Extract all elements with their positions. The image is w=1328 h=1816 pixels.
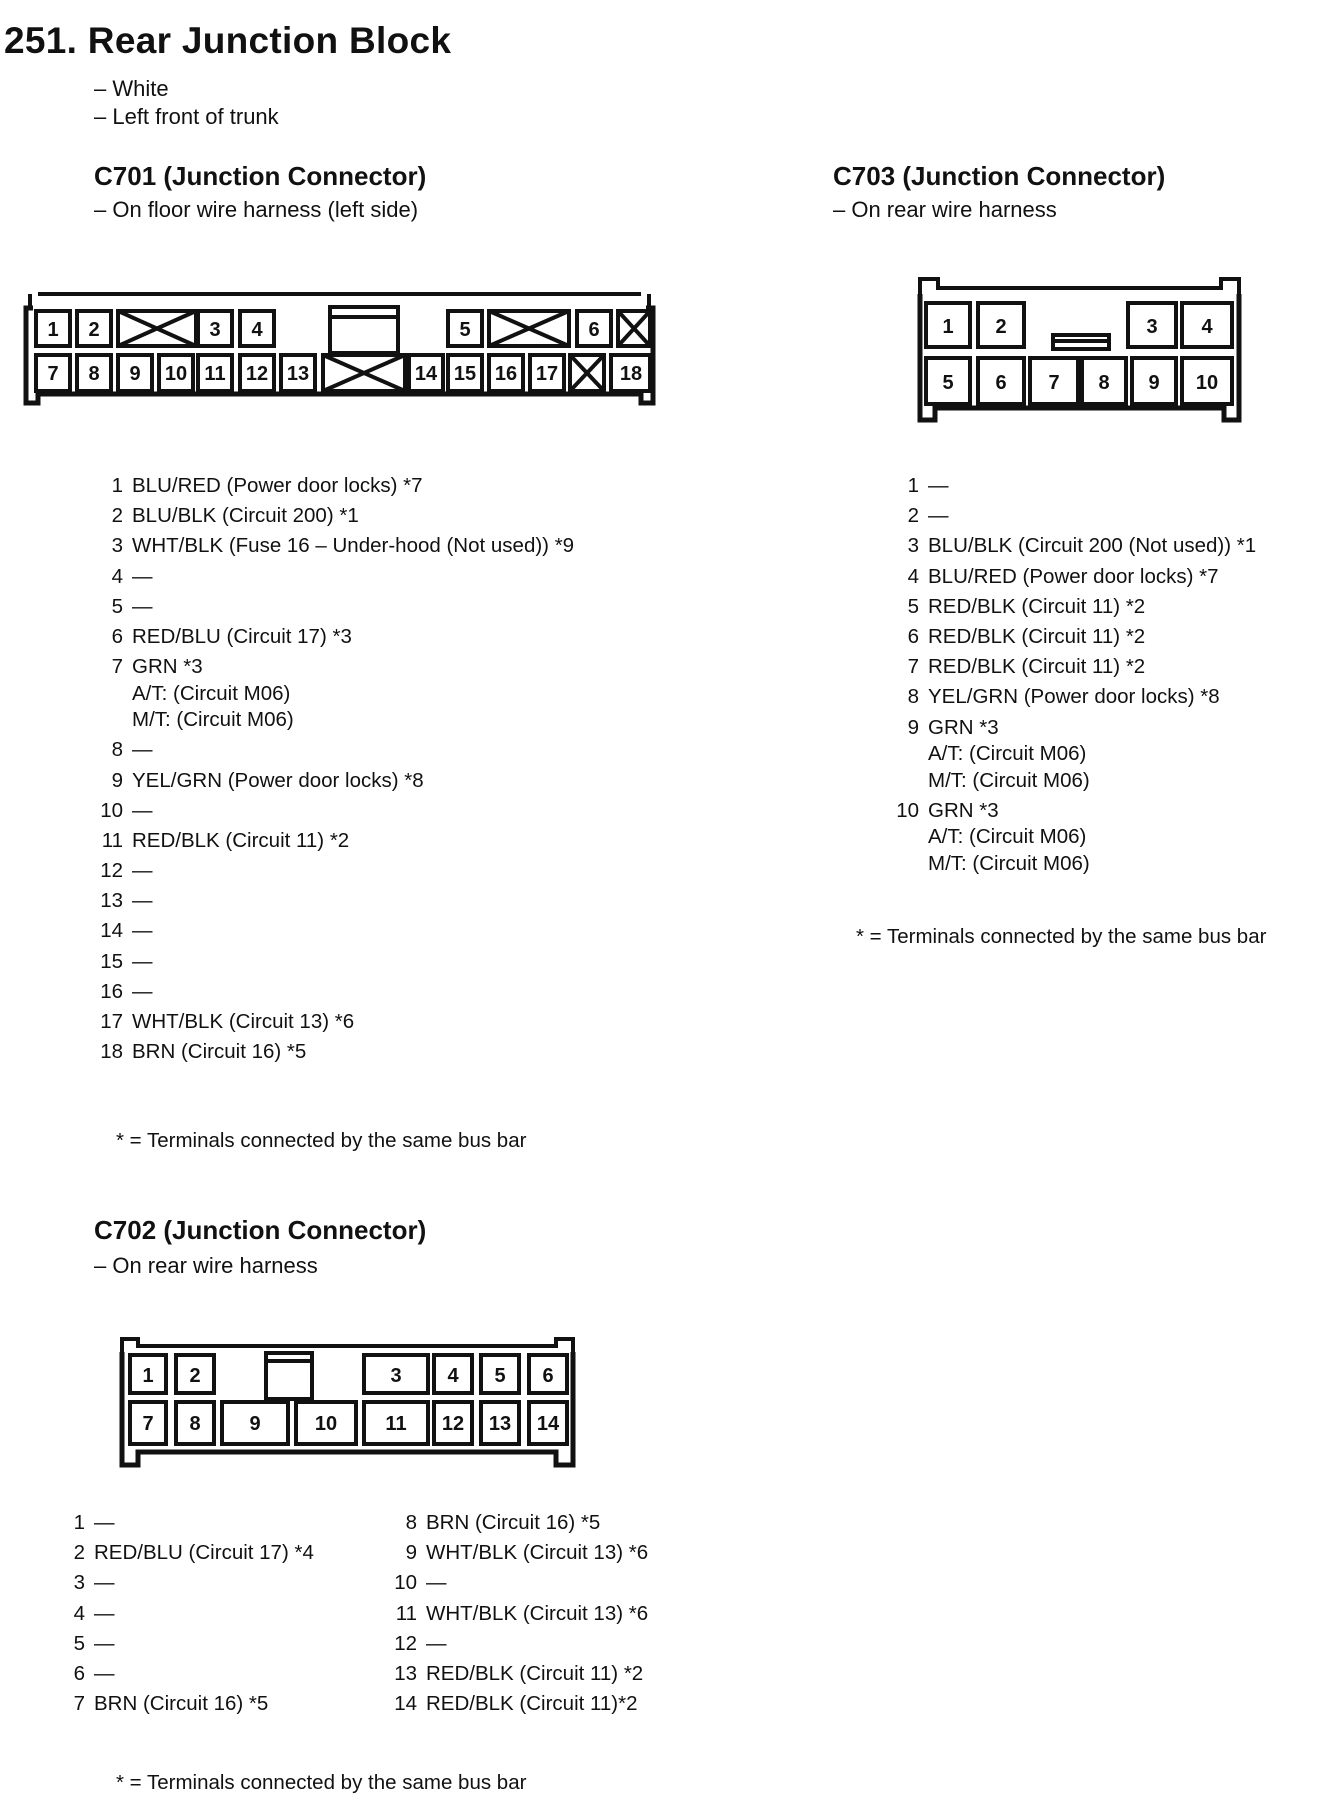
pin-description: GRN *3 <box>928 715 999 739</box>
c702-terminal-3: 3 <box>390 1365 402 1387</box>
detail-color: – White <box>94 76 169 101</box>
pin-row <box>384 1632 648 1662</box>
pin-number: 4 <box>73 1601 85 1625</box>
pin-number: 14 <box>394 1692 417 1716</box>
pin-number: 9 <box>111 768 123 792</box>
pin-number: 7 <box>907 655 919 679</box>
pin-description: WHT/BLK (Circuit 13) *6 <box>426 1601 649 1625</box>
pin-number: 2 <box>907 504 919 528</box>
c702-terminal-10: 10 <box>314 1413 338 1435</box>
pin-description: YEL/GRN (Power door locks) *8 <box>928 685 1220 709</box>
pin-description: GRN *3 <box>132 655 203 679</box>
pin-number: 1 <box>907 474 919 497</box>
pin-number: 12 <box>394 1631 417 1655</box>
c701-terminal-11: 11 <box>204 363 226 385</box>
pin-description: — <box>426 1571 447 1595</box>
pin-subnote: A/T: (Circuit M06) <box>928 742 1087 765</box>
pin-subnote: M/T: (Circuit M06) <box>132 708 294 732</box>
pin-number: 8 <box>907 685 919 709</box>
pin-number: 3 <box>907 534 919 558</box>
pin-description: RED/BLU (Circuit 17) *4 <box>94 1541 314 1565</box>
detail-location: – Left front of trunk <box>94 104 279 129</box>
pin-number: 9 <box>405 1541 417 1565</box>
pin-description: — <box>426 1631 447 1655</box>
c703-terminal-3: 3 <box>1146 316 1158 338</box>
pin-description: — <box>132 919 153 943</box>
c703-terminal-2: 2 <box>995 316 1007 338</box>
pin-number: 4 <box>907 564 919 588</box>
pin-description: RED/BLK (Circuit 11) *2 <box>928 594 1146 618</box>
pin-number: 8 <box>405 1511 417 1534</box>
pin-number: 11 <box>101 828 123 852</box>
pin-number: 6 <box>111 624 123 648</box>
pin-number: 8 <box>111 738 123 762</box>
pin-number: 5 <box>111 594 123 618</box>
pin-description: — <box>132 798 153 822</box>
pin-description: — <box>132 949 153 973</box>
c703-header: C703 (Junction Connector) <box>833 161 1166 191</box>
pin-row <box>52 1541 314 1571</box>
c702-terminal-12: 12 <box>441 1413 465 1435</box>
pin-description: WHT/BLK (Fuse 16 – Under-hood (Not used)) *9 <box>132 534 575 558</box>
c702-terminal-1: 1 <box>142 1365 154 1387</box>
pin-number: 15 <box>100 949 123 973</box>
pin-row <box>52 1602 314 1632</box>
c701-terminal-17: 17 <box>535 363 559 385</box>
c701-terminal-3: 3 <box>209 319 221 341</box>
pin-number: 1 <box>73 1511 85 1534</box>
pin-number: 3 <box>111 534 123 558</box>
c701-terminal-16: 16 <box>494 363 518 385</box>
pin-description: — <box>94 1601 115 1625</box>
pin-description: — <box>132 564 153 588</box>
pin-number: 6 <box>73 1661 85 1685</box>
pin-description: BLU/BLK (Circuit 200 (Not used)) *1 <box>928 534 1257 558</box>
pin-description: BLU/RED (Power door locks) *7 <box>132 474 423 497</box>
c701-terminal-18: 18 <box>619 363 643 385</box>
c701-terminal-7: 7 <box>47 363 59 385</box>
c702-terminal-11: 11 <box>385 1413 407 1435</box>
pin-description: — <box>94 1631 115 1655</box>
pin-number: 2 <box>73 1541 85 1565</box>
c702-terminal-5: 5 <box>494 1365 506 1387</box>
c701-terminal-4: 4 <box>251 319 263 341</box>
pin-description: BLU/BLK (Circuit 200) *1 <box>132 504 359 528</box>
pin-description: RED/BLK (Circuit 11) *2 <box>928 624 1146 648</box>
pin-subnote: A/T: (Circuit M06) <box>132 681 291 705</box>
pin-number: 12 <box>100 859 123 883</box>
pin-row <box>52 1692 314 1722</box>
c701-terminal-10: 10 <box>164 363 188 385</box>
c702-location: – On rear wire harness <box>94 1253 318 1278</box>
c703-terminal-1: 1 <box>942 316 954 338</box>
pin-number: 10 <box>394 1571 417 1595</box>
c702-terminal-6: 6 <box>542 1365 554 1387</box>
pin-description: — <box>94 1661 115 1685</box>
pin-row <box>384 1511 648 1541</box>
pin-row <box>384 1571 648 1601</box>
pin-subnote: M/T: (Circuit M06) <box>928 768 1090 792</box>
c703-note: * = Terminals connected by the same bus bar <box>856 925 1267 948</box>
pin-number: 9 <box>907 715 919 739</box>
pin-description: RED/BLK (Circuit 11) *2 <box>928 655 1146 679</box>
pin-description: BRN (Circuit 16) *5 <box>132 1040 307 1064</box>
c703-terminal-10: 10 <box>1195 372 1219 394</box>
pin-row <box>52 1632 314 1662</box>
c702-terminal-13: 13 <box>488 1413 512 1435</box>
c701-header: C701 (Junction Connector) <box>94 161 427 191</box>
c703-terminal-4: 4 <box>1201 316 1213 338</box>
pin-subnote: A/T: (Circuit M06) <box>928 825 1087 849</box>
c701-note: * = Terminals connected by the same bus bar <box>116 1129 527 1152</box>
pin-number: 14 <box>100 919 123 943</box>
pin-number: 18 <box>100 1040 123 1064</box>
pin-subnote: M/T: (Circuit M06) <box>928 851 1090 875</box>
pin-description: GRN *3 <box>928 798 999 822</box>
c702-note: * = Terminals connected by the same bus bar <box>116 1771 527 1794</box>
pin-number: 1 <box>111 474 123 497</box>
pin-description: BRN (Circuit 16) *5 <box>426 1511 601 1534</box>
pin-number: 11 <box>395 1601 417 1625</box>
pin-number: 10 <box>896 798 919 822</box>
pin-description: — <box>928 474 949 497</box>
pin-number: 6 <box>907 624 919 648</box>
c703-terminal-6: 6 <box>995 372 1007 394</box>
pin-description: — <box>132 594 153 618</box>
c701-terminal-8: 8 <box>88 363 100 385</box>
pin-description: WHT/BLK (Circuit 13) *6 <box>132 1010 355 1033</box>
pin-description: — <box>132 979 153 1003</box>
pin-description: — <box>132 738 153 762</box>
pin-number: 4 <box>111 564 123 588</box>
c703-terminal-5: 5 <box>942 372 954 394</box>
pin-number: 2 <box>111 504 123 528</box>
c701-terminal-12: 12 <box>245 363 269 385</box>
pin-number: 17 <box>100 1010 123 1033</box>
c703-terminal-9: 9 <box>1148 372 1160 394</box>
pin-description: RED/BLK (Circuit 11)*2 <box>426 1692 638 1716</box>
c701-terminal-9: 9 <box>129 363 141 385</box>
c702-pin-list-left <box>52 1511 314 1722</box>
pin-number: 3 <box>73 1571 85 1595</box>
c702-terminal-14: 14 <box>536 1413 560 1435</box>
pin-description: — <box>132 889 153 913</box>
c702-terminal-7: 7 <box>142 1413 154 1435</box>
pin-description: — <box>132 859 153 883</box>
pin-number: 13 <box>394 1661 417 1685</box>
c701-terminal-13: 13 <box>286 363 310 385</box>
pin-description: BLU/RED (Power door locks) *7 <box>928 564 1219 588</box>
pin-number: 10 <box>100 798 123 822</box>
c701-terminal-6: 6 <box>588 319 600 341</box>
pin-number: 16 <box>100 979 123 1003</box>
pin-number: 5 <box>907 594 919 618</box>
pin-description: — <box>928 504 949 528</box>
c701-terminal-15: 15 <box>453 363 477 385</box>
c702-terminal-4: 4 <box>447 1365 459 1387</box>
pin-row <box>384 1541 648 1571</box>
pin-number: 5 <box>73 1631 85 1655</box>
c701-location: – On floor wire harness (left side) <box>94 197 419 222</box>
c702-terminal-2: 2 <box>189 1365 201 1387</box>
pin-description: WHT/BLK (Circuit 13) *6 <box>426 1541 649 1565</box>
c702-header: C702 (Junction Connector) <box>94 1215 427 1245</box>
c703-terminal-7: 7 <box>1048 372 1060 394</box>
pin-row <box>52 1511 314 1541</box>
page-title: 251. Rear Junction Block <box>4 20 452 61</box>
pin-number: 7 <box>111 655 123 679</box>
pin-row <box>52 1571 314 1601</box>
c703-location: – On rear wire harness <box>833 197 1057 222</box>
c701-terminal-2: 2 <box>88 319 100 341</box>
pin-description: RED/BLU (Circuit 17) *3 <box>132 624 352 648</box>
pin-description: RED/BLK (Circuit 11) *2 <box>426 1661 644 1685</box>
pin-row <box>384 1662 648 1692</box>
c702-terminal-8: 8 <box>189 1413 201 1435</box>
pin-description: RED/BLK (Circuit 11) *2 <box>132 828 350 852</box>
pin-description: — <box>94 1571 115 1595</box>
pin-number: 13 <box>100 889 123 913</box>
c703-terminal-8: 8 <box>1098 372 1110 394</box>
pin-row <box>384 1602 648 1632</box>
pin-row <box>52 1662 314 1692</box>
c701-terminal-5: 5 <box>459 319 471 341</box>
pin-description: YEL/GRN (Power door locks) *8 <box>132 768 424 792</box>
pin-row <box>384 1692 648 1722</box>
c701-terminal-1: 1 <box>47 319 59 341</box>
pin-description: — <box>94 1511 115 1534</box>
pin-description: BRN (Circuit 16) *5 <box>94 1692 269 1716</box>
c702-terminal-9: 9 <box>249 1413 261 1435</box>
pin-number: 7 <box>73 1692 85 1716</box>
c702-pin-list-right <box>384 1511 648 1722</box>
c701-terminal-14: 14 <box>414 363 438 385</box>
